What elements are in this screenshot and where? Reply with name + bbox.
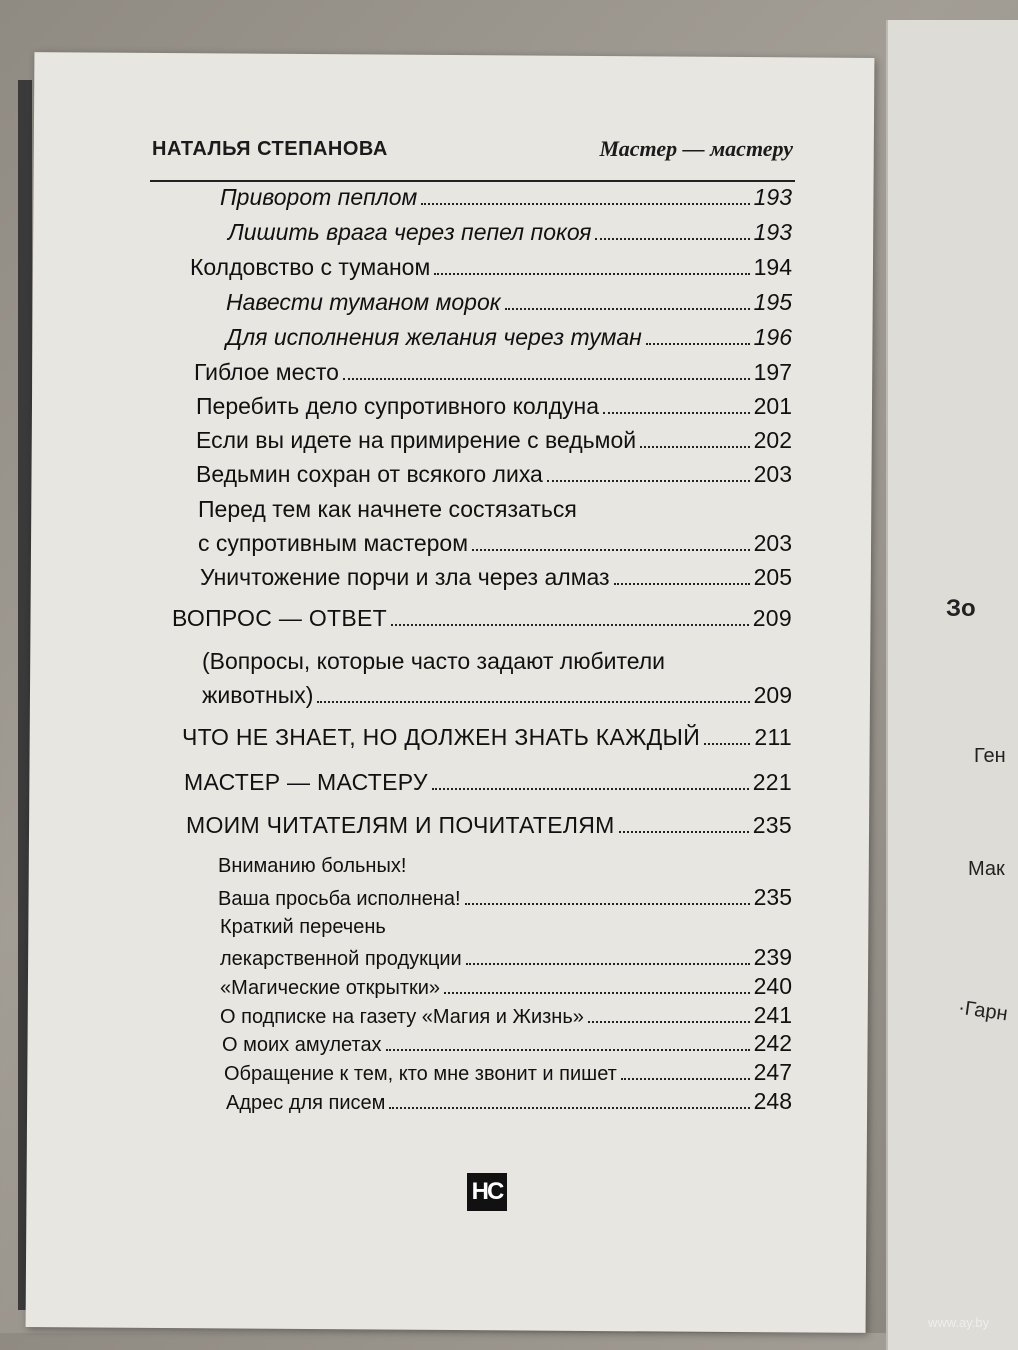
facing-page bbox=[886, 20, 1018, 1350]
toc-entry: Ваша просьба исполнена! 235 bbox=[218, 884, 792, 910]
facing-page-fragment: Мак bbox=[968, 858, 1005, 880]
author-name: НАТАЛЬЯ СТЕПАНОВА bbox=[152, 138, 388, 160]
facing-page-fragment: Зо bbox=[946, 595, 976, 622]
toc-entry: Для исполнения желания через туман 196 bbox=[226, 324, 792, 350]
book-title: Мастер — мастеру bbox=[599, 136, 793, 161]
toc-entry-line: Перед тем как начнете состязаться bbox=[198, 496, 577, 522]
toc-entry: Ведьмин сохран от всякого лиха 203 bbox=[196, 461, 792, 487]
toc-entry: Перебить дело супротивного колдуна 201 bbox=[196, 393, 792, 419]
toc-entry: Приворот пеплом 193 bbox=[220, 184, 792, 210]
toc-entry: Если вы идете на примирение с ведьмой 202 bbox=[196, 427, 792, 453]
publisher-logo: НС bbox=[467, 1173, 507, 1211]
toc-entry: Колдовство с туманом 194 bbox=[190, 254, 792, 280]
toc-entry: Гиблое место 197 bbox=[194, 359, 792, 385]
toc-entry: лекарственной продукции 239 bbox=[220, 944, 792, 970]
toc-section: МАСТЕР — МАСТЕРУ 221 bbox=[184, 769, 792, 795]
facing-page-fragment: ·Гарн bbox=[956, 996, 1010, 1026]
toc-entry-line: Вниманию больных! bbox=[218, 855, 407, 877]
watermark: www.ay.by bbox=[928, 1315, 990, 1330]
toc-entry: Лишить врага через пепел покоя 193 bbox=[228, 219, 792, 245]
toc-entry: О подписке на газету «Магия и Жизнь» 241 bbox=[220, 1002, 792, 1028]
toc-entry-line: Краткий перечень bbox=[220, 916, 386, 938]
facing-page-fragment: Ген bbox=[974, 745, 1006, 767]
toc-section: ВОПРОС — ОТВЕТ 209 bbox=[172, 605, 792, 631]
toc-entry: Адрес для писем 248 bbox=[226, 1088, 792, 1114]
toc-entry: с супротивным мастером 203 bbox=[198, 530, 792, 556]
toc-entry: Навести туманом морок 195 bbox=[226, 289, 792, 315]
toc-entry: животных) 209 bbox=[202, 682, 792, 708]
toc-section: ЧТО НЕ ЗНАЕТ, НО ДОЛЖЕН ЗНАТЬ КАЖДЫЙ 211 bbox=[182, 724, 792, 750]
toc-entry-line: (Вопросы, которые часто задают любители bbox=[202, 648, 666, 674]
running-header bbox=[150, 132, 795, 182]
toc-entry: Уничтожение порчи и зла через алмаз 205 bbox=[200, 564, 792, 590]
toc-entry: Обращение к тем, кто мне звонит и пишет 247 bbox=[224, 1059, 792, 1085]
toc-entry: О моих амулетах 242 bbox=[222, 1030, 792, 1056]
toc-entry: «Магические открытки» 240 bbox=[220, 973, 792, 999]
toc-section: МОИМ ЧИТАТЕЛЯМ И ПОЧИТАТЕЛЯМ 235 bbox=[186, 812, 792, 838]
